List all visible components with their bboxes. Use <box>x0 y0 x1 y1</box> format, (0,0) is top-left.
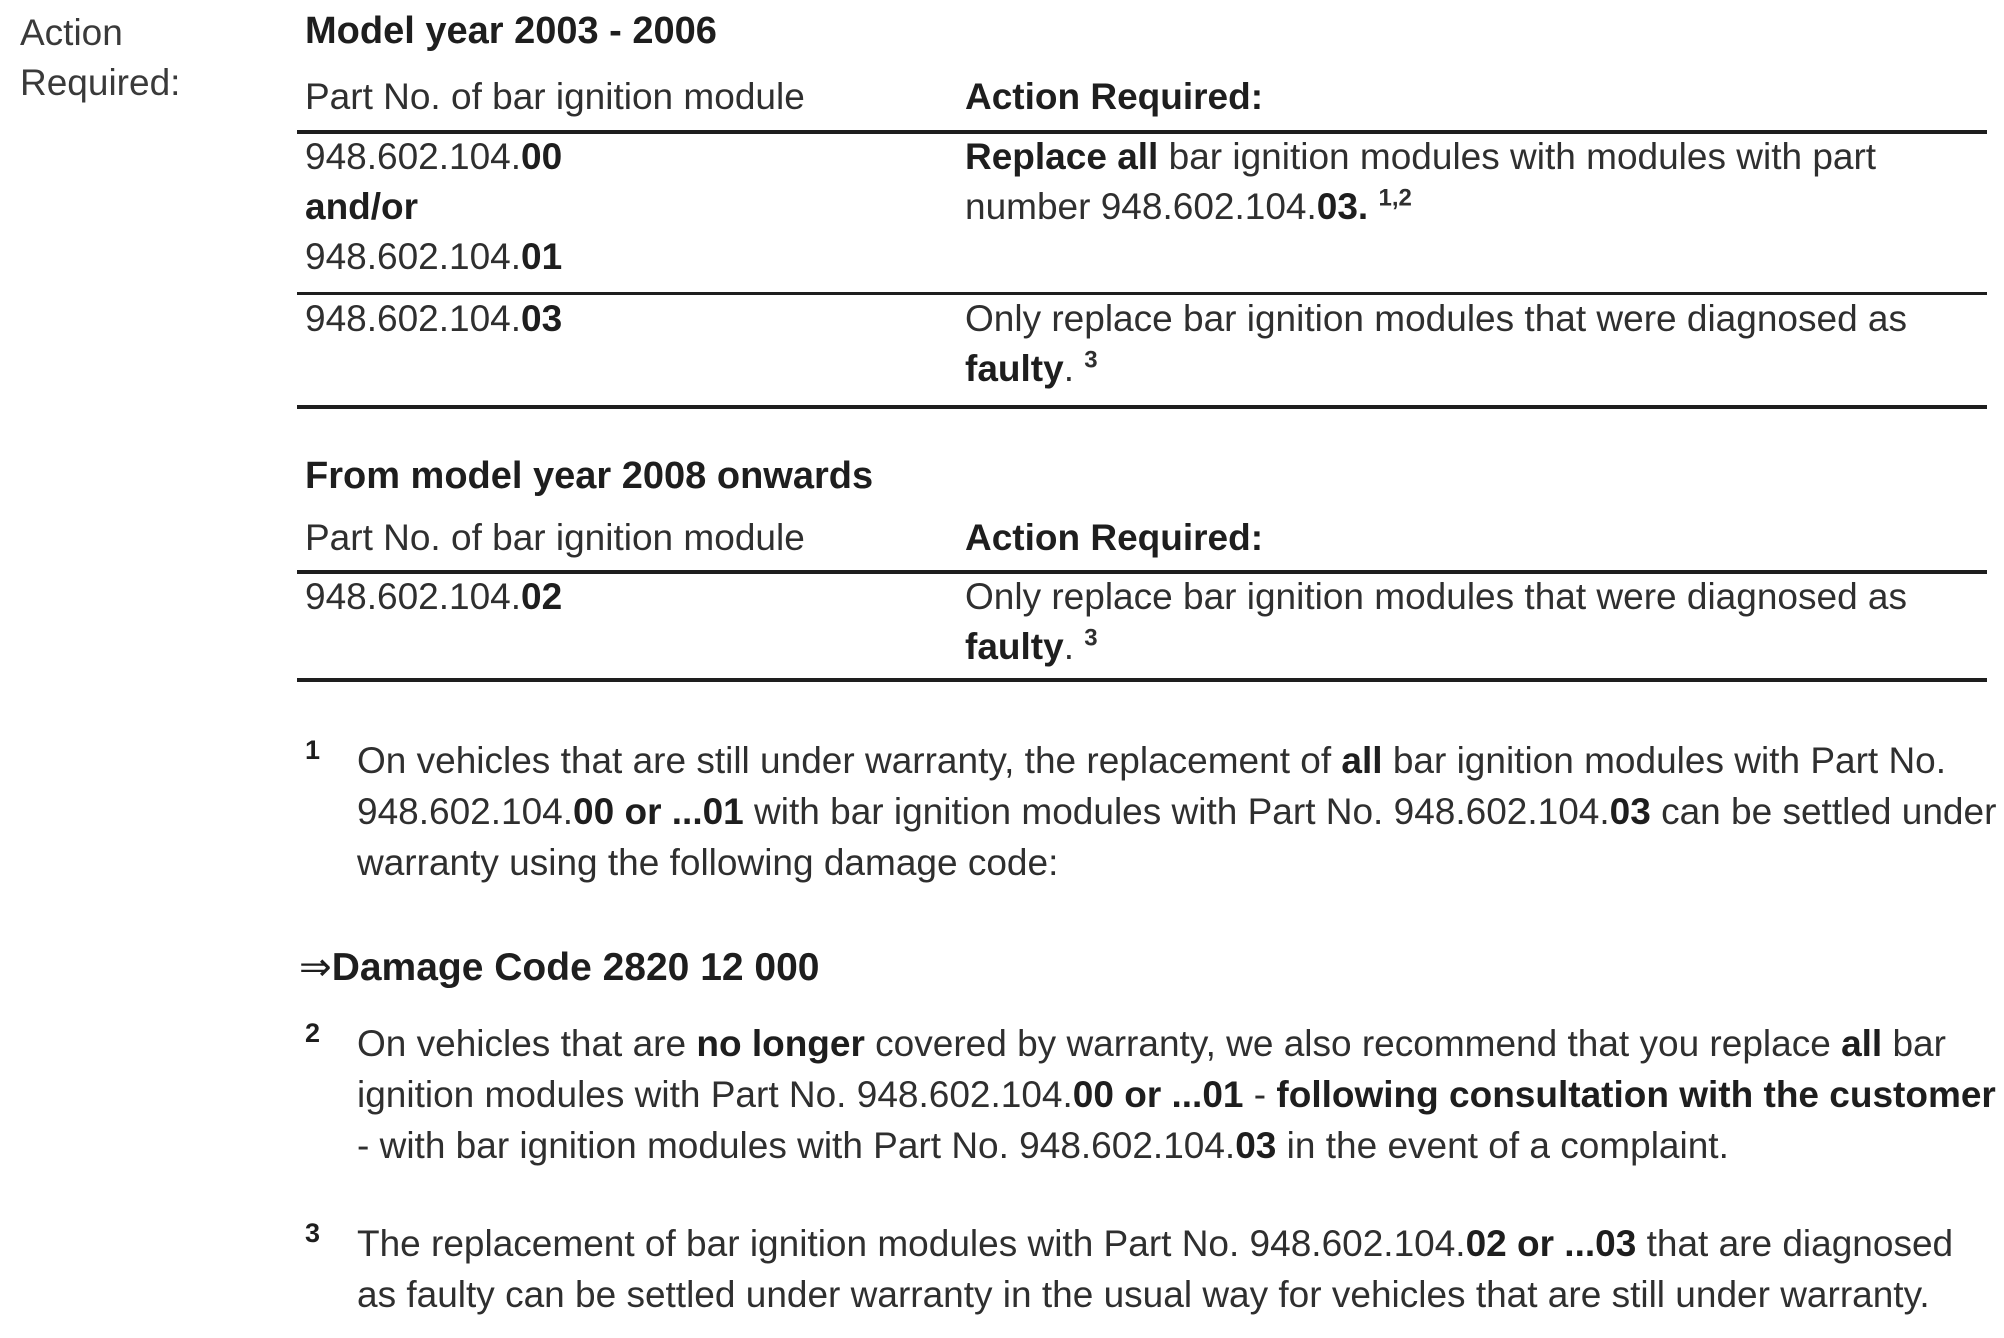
section1-row2-action: Only replace bar ignition modules that were diagnosed as faulty. $^3$ <box>965 298 1908 389</box>
footnote-mark: 3 <box>305 1218 321 1248</box>
section1-row1-parts <box>305 132 562 282</box>
section1-row1-action: Replace all bar ignition modules with modules with part number 948.602.104.03. $^{1,2}$ <box>965 136 1877 227</box>
section1-title: Model year 2003 - 2006 <box>305 10 717 52</box>
footnote-mark: 1 <box>305 735 321 765</box>
arrow-icon: ⇒ <box>299 946 332 989</box>
side-label-line1: Action <box>20 12 123 53</box>
section2-bottom-rule <box>297 678 1987 682</box>
section1-row2-part: 948.602.104.03 <box>305 298 563 339</box>
section2-col1-header: Part No. of bar ignition module <box>305 517 805 558</box>
footnote-text: The replacement of bar ignition modules with Part No. 948.602.104.02 or ...03 that are diagnosed as faulty can be settled under warranty in the usual way for vehicles that are still under warranty. <box>357 1223 1954 1315</box>
footnote-mark: 2 <box>305 1018 321 1048</box>
section2-row-action: Only replace bar ignition modules that were diagnosed as faulty. $^3$ <box>965 576 1908 667</box>
side-label-line2: Required: <box>20 62 181 103</box>
side-label <box>20 8 180 108</box>
section2-title: From model year 2008 onwards <box>305 455 874 497</box>
section2-row-part: 948.602.104.02 <box>305 576 563 617</box>
section1-col2-header: Action Required: <box>965 76 1264 117</box>
part-number: 948.602.104.01 <box>305 236 563 277</box>
footnote-text: On vehicles that are still under warranty, the replacement of all bar ignition modules with Part No. 948.602.104.00 or ...01 with bar ignition modules with Part No. 948.602.104.03 can be settled under warranty using the following damage code: <box>357 740 1997 883</box>
part-connector: and/or <box>305 186 419 227</box>
footnote-ref: 3 <box>1084 624 1098 652</box>
damage-code-label: Damage Code 2820 12 000 <box>331 946 820 989</box>
damage-code <box>299 945 819 990</box>
section1-bottom-rule <box>297 405 1987 409</box>
section1-col1-header: Part No. of bar ignition module <box>305 76 805 117</box>
section2-col2-header: Action Required: <box>965 517 1264 558</box>
footnote-text: On vehicles that are no longer covered by warranty, we also recommend that you replace all bar ignition modules with Part No. 948.602.104.00 or ...01 - following consultation with the customer - with bar ignition modules with Part No. 948.602.104.03 in the event of a complaint. <box>357 1023 1996 1166</box>
footnote-ref: 1,2 <box>1378 184 1412 212</box>
footnote-ref: 3 <box>1084 346 1098 374</box>
part-number: 948.602.104.00 <box>305 136 563 177</box>
